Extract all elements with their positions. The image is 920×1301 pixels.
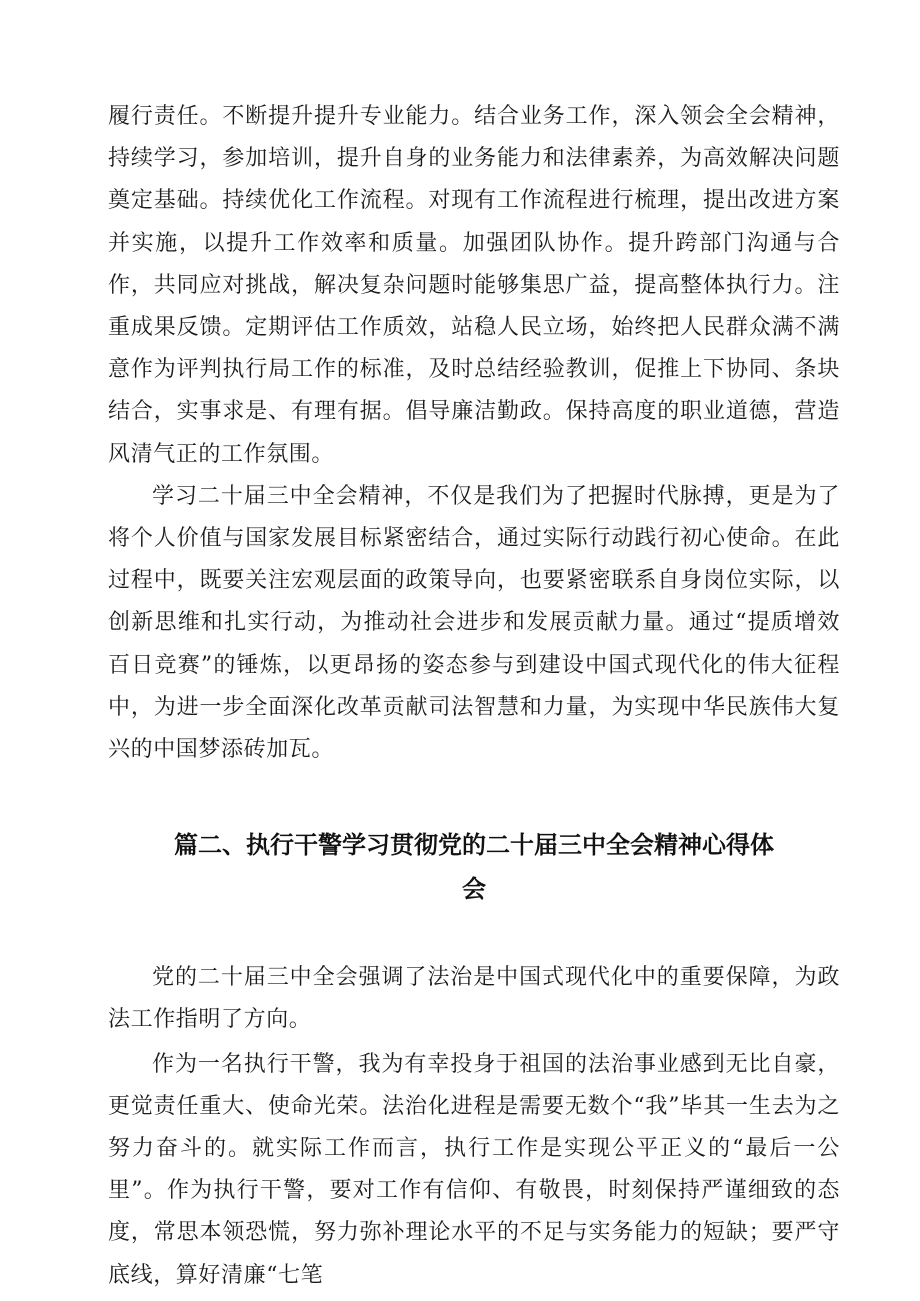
section-heading-line-2: 会 bbox=[462, 875, 486, 904]
paragraph-duties: 履行责任。不断提升提升专业能力。结合业务工作，深入领会全会精神，持续学习，参加培训，提升自身的业务能力和法律素养，为高效解决问题奠定基础。持续优化工作流程。对现有工作流程进行梳理，提出改进方案并实施，以提升工作效率和质量。加强团队协作。提升跨部门沟通与合作，共同应对挑战，解决复杂问题时能够集思广益，提高整体执行力。注重成果反馈。定期评估工作质效，站稳人民立场，始终把人民群众满不满意作为评判执行局工作的标准，及时总结经验教训，促推上下协同、条块结合，实事求是、有理有据。倡导廉洁勤政。保持高度的职业道德，营造风清气正的工作氛围。 bbox=[108, 104, 840, 467]
section-heading-line-1: 篇二、执行干警学习贯彻党的二十届三中全会精神心得体 bbox=[174, 831, 774, 860]
paragraph-rule-of-law: 党的二十届三中全会强调了法治是中国式现代化中的重要保障，为政法工作指明了方向。 bbox=[108, 965, 840, 1033]
section-heading bbox=[108, 823, 840, 911]
document-page bbox=[108, 96, 840, 1297]
paragraph-study-spirit: 学习二十届三中全会精神，不仅是我们为了把握时代脉搏，更是为了将个人价值与国家发展目标紧密结合，通过实际行动践行初心使命。在此过程中，既要关注宏观层面的政策导向，也要紧密联系自身岗位实际，以创新思维和扎实行动，为推动社会进步和发展贡献力量。通过“提质增效百日竞赛”的锤炼，以更昂扬的姿态参与到建设中国式现代化的伟大征程中，为进一步全面深化改革贡献司法智慧和力量，为实现中华民族伟大复兴的中国梦添砖加瓦。 bbox=[108, 483, 840, 763]
paragraph-executive-officer: 作为一名执行干警，我为有幸投身于祖国的法治事业感到无比自豪，更觉责任重大、使命光荣。法治化进程是需要无数个“我”毕其一生去为之努力奋斗的。就实际工作而言，执行工作是实现公平正义的“最后一公里”。作为执行干警，要对工作有信仰、有敬畏，时刻保持严谨细致的态度，常思本领恐慌，努力弥补理论水平的不足与实务能力的短缺；要严守底线，算好清廉“七笔 bbox=[108, 1051, 840, 1288]
